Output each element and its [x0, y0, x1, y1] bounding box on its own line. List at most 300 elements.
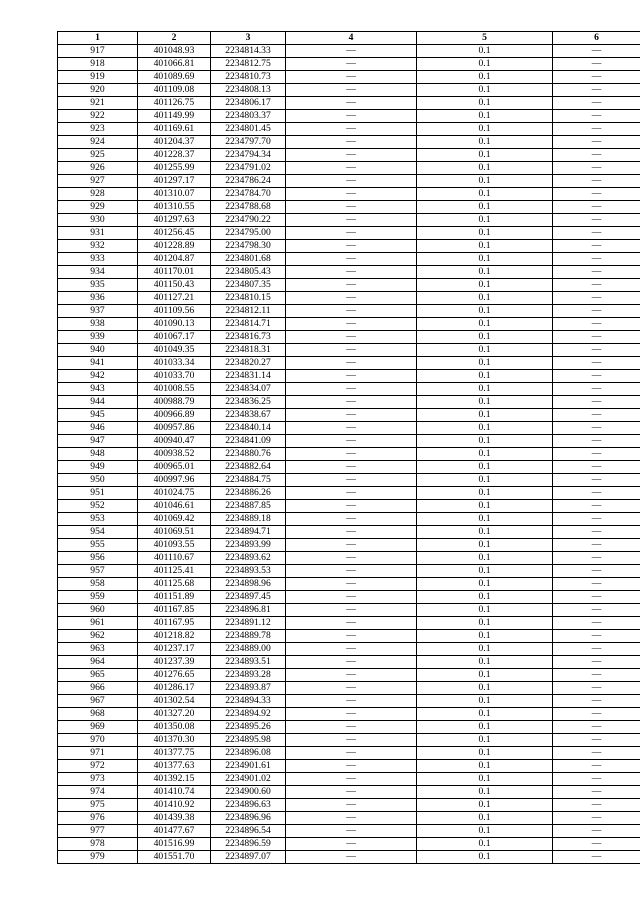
- table-row: [58, 175, 640, 188]
- column-5-cell: 0.1: [417, 305, 553, 318]
- column-5-cell: 0.1: [417, 591, 553, 604]
- column-4-cell: —: [286, 669, 417, 682]
- y-coordinate-cell: 2234816.73: [211, 331, 286, 344]
- column-4-cell: —: [286, 786, 417, 799]
- x-coordinate-cell: 400966.89: [138, 409, 211, 422]
- column-6-cell: —: [553, 747, 640, 760]
- column-4-cell: —: [286, 201, 417, 214]
- y-coordinate-cell: 2234895.98: [211, 734, 286, 747]
- x-coordinate-cell: 401297.63: [138, 214, 211, 227]
- column-4-cell: —: [286, 617, 417, 630]
- column-5-cell: 0.1: [417, 578, 553, 591]
- column-5-cell: 0.1: [417, 214, 553, 227]
- column-6-cell: —: [553, 838, 640, 851]
- table-row: [58, 448, 640, 461]
- table-row: [58, 266, 640, 279]
- column-4-cell: —: [286, 721, 417, 734]
- y-coordinate-cell: 2234895.26: [211, 721, 286, 734]
- column-5-cell: 0.1: [417, 409, 553, 422]
- document-page: [57, 31, 602, 864]
- column-6-cell: —: [553, 630, 640, 643]
- table-row: [58, 45, 640, 58]
- column-5-cell: 0.1: [417, 318, 553, 331]
- column-4-cell: —: [286, 591, 417, 604]
- column-4-cell: —: [286, 240, 417, 253]
- column-5-cell: 0.1: [417, 71, 553, 84]
- y-coordinate-cell: 2234893.87: [211, 682, 286, 695]
- x-coordinate-cell: 401049.35: [138, 344, 211, 357]
- column-5-cell: 0.1: [417, 513, 553, 526]
- y-coordinate-cell: 2234791.02: [211, 162, 286, 175]
- y-coordinate-cell: 2234838.67: [211, 409, 286, 422]
- y-coordinate-cell: 2234893.28: [211, 669, 286, 682]
- y-coordinate-cell: 2234810.15: [211, 292, 286, 305]
- table-row: [58, 370, 640, 383]
- table-row: [58, 773, 640, 786]
- column-5-cell: 0.1: [417, 435, 553, 448]
- table-row: [58, 721, 640, 734]
- column-5-cell: 0.1: [417, 201, 553, 214]
- column-6-cell: —: [553, 539, 640, 552]
- table-row: [58, 201, 640, 214]
- column-4-cell: —: [286, 773, 417, 786]
- column-4-cell: —: [286, 526, 417, 539]
- x-coordinate-cell: 401237.39: [138, 656, 211, 669]
- point-number-cell: 922: [58, 110, 138, 123]
- column-6-cell: —: [553, 604, 640, 617]
- y-coordinate-cell: 2234794.34: [211, 149, 286, 162]
- column-6-cell: —: [553, 708, 640, 721]
- y-coordinate-cell: 2234889.18: [211, 513, 286, 526]
- column-5-cell: 0.1: [417, 357, 553, 370]
- y-coordinate-cell: 2234798.30: [211, 240, 286, 253]
- coordinates-table: [57, 31, 640, 864]
- point-number-cell: 956: [58, 552, 138, 565]
- column-6-cell: —: [553, 448, 640, 461]
- column-6-cell: —: [553, 305, 640, 318]
- table-row: [58, 344, 640, 357]
- x-coordinate-cell: 401477.67: [138, 825, 211, 838]
- table-row: [58, 851, 640, 864]
- y-coordinate-cell: 2234896.81: [211, 604, 286, 617]
- column-4-cell: —: [286, 84, 417, 97]
- column-4-cell: —: [286, 565, 417, 578]
- point-number-cell: 933: [58, 253, 138, 266]
- column-6-cell: —: [553, 669, 640, 682]
- point-number-cell: 955: [58, 539, 138, 552]
- x-coordinate-cell: 401286.17: [138, 682, 211, 695]
- column-6-cell: —: [553, 357, 640, 370]
- point-number-cell: 970: [58, 734, 138, 747]
- x-coordinate-cell: 401170.01: [138, 266, 211, 279]
- table-row: [58, 838, 640, 851]
- x-coordinate-cell: 400997.96: [138, 474, 211, 487]
- column-4-cell: —: [286, 734, 417, 747]
- column-5-cell: 0.1: [417, 240, 553, 253]
- point-number-cell: 928: [58, 188, 138, 201]
- point-number-cell: 942: [58, 370, 138, 383]
- x-coordinate-cell: 401439.38: [138, 812, 211, 825]
- x-coordinate-cell: 401310.55: [138, 201, 211, 214]
- point-number-cell: 966: [58, 682, 138, 695]
- column-6-cell: —: [553, 461, 640, 474]
- point-number-cell: 963: [58, 643, 138, 656]
- table-header-row: [58, 32, 640, 45]
- y-coordinate-cell: 2234886.26: [211, 487, 286, 500]
- point-number-cell: 969: [58, 721, 138, 734]
- table-row: [58, 58, 640, 71]
- point-number-cell: 924: [58, 136, 138, 149]
- column-5-cell: 0.1: [417, 487, 553, 500]
- x-coordinate-cell: 401392.15: [138, 773, 211, 786]
- x-coordinate-cell: 401067.17: [138, 331, 211, 344]
- column-5-cell: 0.1: [417, 123, 553, 136]
- table-row: [58, 357, 640, 370]
- x-coordinate-cell: 401256.45: [138, 227, 211, 240]
- y-coordinate-cell: 2234790.22: [211, 214, 286, 227]
- column-5-cell: 0.1: [417, 682, 553, 695]
- column-5-cell: 0.1: [417, 253, 553, 266]
- column-6-cell: —: [553, 162, 640, 175]
- y-coordinate-cell: 2234893.53: [211, 565, 286, 578]
- column-4-cell: —: [286, 851, 417, 864]
- table-body: [58, 45, 640, 864]
- point-number-cell: 971: [58, 747, 138, 760]
- x-coordinate-cell: 401109.56: [138, 305, 211, 318]
- column-4-cell: —: [286, 214, 417, 227]
- y-coordinate-cell: 2234808.13: [211, 84, 286, 97]
- column-4-cell: —: [286, 149, 417, 162]
- y-coordinate-cell: 2234810.73: [211, 71, 286, 84]
- column-5-cell: 0.1: [417, 669, 553, 682]
- column-4-cell: —: [286, 110, 417, 123]
- table-row: [58, 435, 640, 448]
- table-row: [58, 227, 640, 240]
- column-6-cell: —: [553, 136, 640, 149]
- x-coordinate-cell: 401327.20: [138, 708, 211, 721]
- x-coordinate-cell: 401024.75: [138, 487, 211, 500]
- x-coordinate-cell: 400965.01: [138, 461, 211, 474]
- y-coordinate-cell: 2234900.60: [211, 786, 286, 799]
- column-header: 6: [553, 32, 640, 45]
- point-number-cell: 920: [58, 84, 138, 97]
- x-coordinate-cell: 401150.43: [138, 279, 211, 292]
- x-coordinate-cell: 401008.55: [138, 383, 211, 396]
- point-number-cell: 923: [58, 123, 138, 136]
- y-coordinate-cell: 2234803.37: [211, 110, 286, 123]
- table-row: [58, 552, 640, 565]
- y-coordinate-cell: 2234784.70: [211, 188, 286, 201]
- y-coordinate-cell: 2234801.45: [211, 123, 286, 136]
- column-5-cell: 0.1: [417, 838, 553, 851]
- table-row: [58, 747, 640, 760]
- x-coordinate-cell: 400957.86: [138, 422, 211, 435]
- column-4-cell: —: [286, 825, 417, 838]
- column-6-cell: —: [553, 552, 640, 565]
- table-row: [58, 461, 640, 474]
- column-5-cell: 0.1: [417, 630, 553, 643]
- column-5-cell: 0.1: [417, 721, 553, 734]
- table-row: [58, 305, 640, 318]
- y-coordinate-cell: 2234801.68: [211, 253, 286, 266]
- point-number-cell: 974: [58, 786, 138, 799]
- point-number-cell: 958: [58, 578, 138, 591]
- table-row: [58, 474, 640, 487]
- column-6-cell: —: [553, 799, 640, 812]
- y-coordinate-cell: 2234893.62: [211, 552, 286, 565]
- y-coordinate-cell: 2234836.25: [211, 396, 286, 409]
- x-coordinate-cell: 401127.21: [138, 292, 211, 305]
- column-6-cell: —: [553, 721, 640, 734]
- column-4-cell: —: [286, 331, 417, 344]
- x-coordinate-cell: 401126.75: [138, 97, 211, 110]
- column-6-cell: —: [553, 825, 640, 838]
- column-header: 5: [417, 32, 553, 45]
- column-5-cell: 0.1: [417, 58, 553, 71]
- point-number-cell: 957: [58, 565, 138, 578]
- column-5-cell: 0.1: [417, 149, 553, 162]
- point-number-cell: 976: [58, 812, 138, 825]
- x-coordinate-cell: 401151.89: [138, 591, 211, 604]
- point-number-cell: 962: [58, 630, 138, 643]
- column-5-cell: 0.1: [417, 825, 553, 838]
- column-5-cell: 0.1: [417, 266, 553, 279]
- column-6-cell: —: [553, 318, 640, 331]
- point-number-cell: 973: [58, 773, 138, 786]
- table-row: [58, 318, 640, 331]
- column-6-cell: —: [553, 513, 640, 526]
- column-6-cell: —: [553, 331, 640, 344]
- column-5-cell: 0.1: [417, 552, 553, 565]
- y-coordinate-cell: 2234818.31: [211, 344, 286, 357]
- column-4-cell: —: [286, 357, 417, 370]
- column-6-cell: —: [553, 591, 640, 604]
- y-coordinate-cell: 2234797.70: [211, 136, 286, 149]
- point-number-cell: 965: [58, 669, 138, 682]
- column-4-cell: —: [286, 175, 417, 188]
- table-row: [58, 708, 640, 721]
- table-row: [58, 526, 640, 539]
- y-coordinate-cell: 2234896.63: [211, 799, 286, 812]
- column-6-cell: —: [553, 149, 640, 162]
- column-4-cell: —: [286, 630, 417, 643]
- column-5-cell: 0.1: [417, 851, 553, 864]
- column-5-cell: 0.1: [417, 500, 553, 513]
- column-4-cell: —: [286, 500, 417, 513]
- y-coordinate-cell: 2234820.27: [211, 357, 286, 370]
- y-coordinate-cell: 2234788.68: [211, 201, 286, 214]
- y-coordinate-cell: 2234805.43: [211, 266, 286, 279]
- table-row: [58, 331, 640, 344]
- table-row: [58, 617, 640, 630]
- point-number-cell: 947: [58, 435, 138, 448]
- column-5-cell: 0.1: [417, 279, 553, 292]
- x-coordinate-cell: 401048.93: [138, 45, 211, 58]
- x-coordinate-cell: 401125.68: [138, 578, 211, 591]
- x-coordinate-cell: 401377.75: [138, 747, 211, 760]
- column-4-cell: —: [286, 123, 417, 136]
- y-coordinate-cell: 2234893.99: [211, 539, 286, 552]
- point-number-cell: 931: [58, 227, 138, 240]
- x-coordinate-cell: 401089.69: [138, 71, 211, 84]
- column-5-cell: 0.1: [417, 136, 553, 149]
- table-row: [58, 123, 640, 136]
- column-4-cell: —: [286, 409, 417, 422]
- column-4-cell: —: [286, 604, 417, 617]
- x-coordinate-cell: 401149.99: [138, 110, 211, 123]
- column-5-cell: 0.1: [417, 45, 553, 58]
- table-row: [58, 695, 640, 708]
- table-row: [58, 630, 640, 643]
- point-number-cell: 929: [58, 201, 138, 214]
- column-4-cell: —: [286, 747, 417, 760]
- point-number-cell: 919: [58, 71, 138, 84]
- x-coordinate-cell: 401167.85: [138, 604, 211, 617]
- table-row: [58, 513, 640, 526]
- column-4-cell: —: [286, 552, 417, 565]
- x-coordinate-cell: 401090.13: [138, 318, 211, 331]
- y-coordinate-cell: 2234812.75: [211, 58, 286, 71]
- table-row: [58, 669, 640, 682]
- column-6-cell: —: [553, 773, 640, 786]
- x-coordinate-cell: 401066.81: [138, 58, 211, 71]
- column-6-cell: —: [553, 110, 640, 123]
- point-number-cell: 940: [58, 344, 138, 357]
- y-coordinate-cell: 2234897.07: [211, 851, 286, 864]
- column-5-cell: 0.1: [417, 734, 553, 747]
- column-6-cell: —: [553, 786, 640, 799]
- column-5-cell: 0.1: [417, 331, 553, 344]
- column-4-cell: —: [286, 760, 417, 773]
- column-6-cell: —: [553, 656, 640, 669]
- table-row: [58, 292, 640, 305]
- table-row: [58, 409, 640, 422]
- column-5-cell: 0.1: [417, 227, 553, 240]
- table-row: [58, 487, 640, 500]
- x-coordinate-cell: 401110.67: [138, 552, 211, 565]
- table-row: [58, 71, 640, 84]
- table-row: [58, 643, 640, 656]
- y-coordinate-cell: 2234889.78: [211, 630, 286, 643]
- column-6-cell: —: [553, 214, 640, 227]
- table-row: [58, 136, 640, 149]
- x-coordinate-cell: 401069.42: [138, 513, 211, 526]
- y-coordinate-cell: 2234891.12: [211, 617, 286, 630]
- column-5-cell: 0.1: [417, 292, 553, 305]
- x-coordinate-cell: 401046.61: [138, 500, 211, 513]
- y-coordinate-cell: 2234889.00: [211, 643, 286, 656]
- x-coordinate-cell: 401033.34: [138, 357, 211, 370]
- y-coordinate-cell: 2234880.76: [211, 448, 286, 461]
- table-row: [58, 578, 640, 591]
- y-coordinate-cell: 2234807.35: [211, 279, 286, 292]
- column-4-cell: —: [286, 695, 417, 708]
- y-coordinate-cell: 2234834.07: [211, 383, 286, 396]
- column-6-cell: —: [553, 123, 640, 136]
- x-coordinate-cell: 401297.17: [138, 175, 211, 188]
- y-coordinate-cell: 2234887.85: [211, 500, 286, 513]
- column-5-cell: 0.1: [417, 344, 553, 357]
- table-row: [58, 760, 640, 773]
- column-4-cell: —: [286, 682, 417, 695]
- y-coordinate-cell: 2234894.71: [211, 526, 286, 539]
- y-coordinate-cell: 2234814.71: [211, 318, 286, 331]
- column-5-cell: 0.1: [417, 370, 553, 383]
- x-coordinate-cell: 401410.74: [138, 786, 211, 799]
- column-6-cell: —: [553, 97, 640, 110]
- column-6-cell: —: [553, 500, 640, 513]
- y-coordinate-cell: 2234897.45: [211, 591, 286, 604]
- column-6-cell: —: [553, 682, 640, 695]
- column-5-cell: 0.1: [417, 110, 553, 123]
- x-coordinate-cell: 401204.37: [138, 136, 211, 149]
- y-coordinate-cell: 2234812.11: [211, 305, 286, 318]
- column-6-cell: —: [553, 422, 640, 435]
- column-5-cell: 0.1: [417, 799, 553, 812]
- y-coordinate-cell: 2234806.17: [211, 97, 286, 110]
- point-number-cell: 946: [58, 422, 138, 435]
- point-number-cell: 949: [58, 461, 138, 474]
- table-row: [58, 682, 640, 695]
- y-coordinate-cell: 2234786.24: [211, 175, 286, 188]
- x-coordinate-cell: 401350.08: [138, 721, 211, 734]
- point-number-cell: 932: [58, 240, 138, 253]
- column-6-cell: —: [553, 487, 640, 500]
- column-4-cell: —: [286, 305, 417, 318]
- y-coordinate-cell: 2234896.59: [211, 838, 286, 851]
- column-5-cell: 0.1: [417, 565, 553, 578]
- column-4-cell: —: [286, 318, 417, 331]
- column-5-cell: 0.1: [417, 760, 553, 773]
- y-coordinate-cell: 2234901.61: [211, 760, 286, 773]
- table-row: [58, 149, 640, 162]
- point-number-cell: 964: [58, 656, 138, 669]
- column-4-cell: —: [286, 513, 417, 526]
- y-coordinate-cell: 2234896.08: [211, 747, 286, 760]
- table-row: [58, 656, 640, 669]
- column-4-cell: —: [286, 370, 417, 383]
- column-5-cell: 0.1: [417, 643, 553, 656]
- column-4-cell: —: [286, 643, 417, 656]
- point-number-cell: 954: [58, 526, 138, 539]
- column-4-cell: —: [286, 487, 417, 500]
- column-5-cell: 0.1: [417, 97, 553, 110]
- point-number-cell: 945: [58, 409, 138, 422]
- column-5-cell: 0.1: [417, 747, 553, 760]
- column-5-cell: 0.1: [417, 188, 553, 201]
- x-coordinate-cell: 401167.95: [138, 617, 211, 630]
- column-5-cell: 0.1: [417, 474, 553, 487]
- column-header: 4: [286, 32, 417, 45]
- point-number-cell: 975: [58, 799, 138, 812]
- column-6-cell: —: [553, 253, 640, 266]
- point-number-cell: 926: [58, 162, 138, 175]
- x-coordinate-cell: 401255.99: [138, 162, 211, 175]
- column-6-cell: —: [553, 643, 640, 656]
- column-5-cell: 0.1: [417, 396, 553, 409]
- column-5-cell: 0.1: [417, 708, 553, 721]
- column-4-cell: —: [286, 58, 417, 71]
- x-coordinate-cell: 401109.08: [138, 84, 211, 97]
- y-coordinate-cell: 2234901.02: [211, 773, 286, 786]
- point-number-cell: 937: [58, 305, 138, 318]
- x-coordinate-cell: 401093.55: [138, 539, 211, 552]
- point-number-cell: 967: [58, 695, 138, 708]
- column-4-cell: —: [286, 266, 417, 279]
- table-row: [58, 383, 640, 396]
- y-coordinate-cell: 2234894.33: [211, 695, 286, 708]
- y-coordinate-cell: 2234896.96: [211, 812, 286, 825]
